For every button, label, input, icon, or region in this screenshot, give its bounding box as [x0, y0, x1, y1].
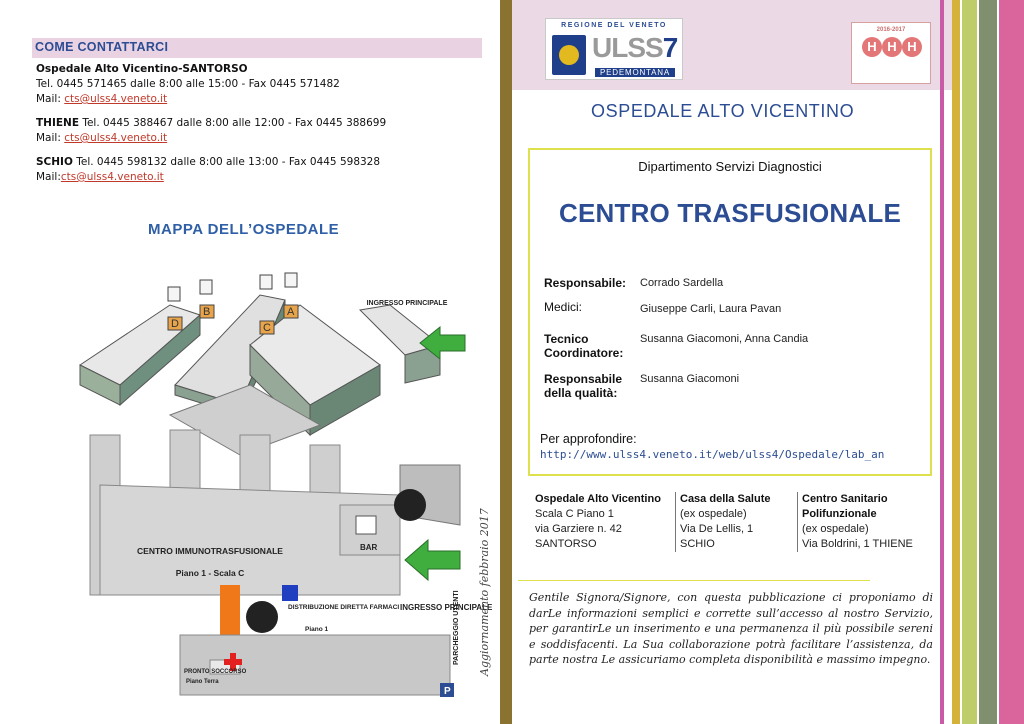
ulss-logo-number: 7 — [662, 32, 678, 63]
centre-info-box — [528, 148, 932, 476]
contacts-heading-bar — [32, 38, 482, 58]
right-panel — [512, 0, 952, 724]
floor-plan-drawing — [90, 430, 493, 697]
map-scale-c: C — [263, 322, 271, 334]
contact-schio-mail-link[interactable]: cts@ulss4.veneto.it — [60, 171, 164, 183]
map-pronto-label: PRONTO SOCCORSO — [184, 669, 247, 675]
contact-thiene-tel: Tel. 0445 388467 dalle 8:00 alle 12:00 - Fax 0445 388699 — [82, 117, 387, 129]
map-distribuzione-floor-label: Piano 1 — [305, 626, 329, 633]
left-panel — [0, 0, 500, 724]
hhh-logo-circles — [862, 37, 922, 67]
ulss-logo-sub: PEDEMONTANA — [595, 68, 675, 77]
centre-title: CENTRO TRASFUSIONALE — [559, 198, 901, 228]
site-thiene — [797, 492, 937, 552]
sites-list — [535, 492, 935, 554]
pharmacy-location-marker — [282, 585, 298, 601]
more-info-label: Per approfondire: — [540, 432, 637, 446]
hospital-name: OSPEDALE ALTO VICENTINO — [591, 101, 855, 121]
deco-stripe-2 — [952, 0, 960, 724]
site-title: Casa della Salute — [680, 493, 771, 505]
contact-thiene-mail-label: Mail: — [36, 132, 61, 144]
contact-schio-tel: Tel. 0445 598132 dalle 8:00 alle 13:00 - Fax 0445 598328 — [76, 156, 381, 168]
map-pronto-floor-label: Piano Terra — [186, 679, 219, 685]
site-line: SANTORSO — [535, 538, 597, 550]
map-scale-d: D — [171, 318, 179, 330]
ulss-logo-name — [592, 32, 677, 64]
contact-santorso-mail-label: Mail: — [36, 93, 61, 105]
staff-row-tecnico — [544, 332, 924, 372]
site-line: (ex ospedale) — [802, 523, 869, 535]
left-divider-stripe — [500, 0, 512, 724]
contact-thiene — [36, 116, 486, 146]
logo-band — [512, 0, 952, 90]
building-3d-drawing — [80, 273, 465, 455]
contacts-heading: COME CONTATTARCI — [35, 40, 169, 54]
contact-santorso-tel: Tel. 0445 571465 dalle 8:00 alle 15:00 - Fax 0445 571482 — [36, 78, 340, 90]
site-line: via Garziere n. 42 — [535, 523, 622, 535]
staff-label: Responsabile: — [544, 276, 627, 290]
hhh-circle-3: H — [902, 37, 922, 57]
site-schio — [675, 492, 795, 552]
map-entrance-bottom-label: INGRESSO PRINCIPALE — [400, 603, 493, 612]
site-line: Scala C Piano 1 — [535, 508, 614, 520]
map-centro-label: CENTRO IMMUNOTRASFUSIONALE — [137, 546, 283, 556]
entrance-arrow-bottom-icon — [405, 540, 460, 580]
map-title: MAPPA DELL’OSPEDALE — [148, 221, 340, 238]
site-line: Via Boldrini, 1 THIENE — [802, 538, 913, 550]
staff-row-responsabile — [544, 276, 924, 300]
more-info-link[interactable]: http://www.ulss4.veneto.it/web/ulss4/Ospedale/lab_an — [540, 448, 885, 461]
contact-schio-mail-label: Mail: — [36, 171, 61, 183]
hhh-logo — [851, 22, 931, 84]
staff-label: Tecnico Coordinatore: — [544, 332, 624, 360]
ulss-logo-text: ULSS — [592, 32, 663, 63]
contact-schio — [36, 155, 486, 185]
site-line: Via De Lellis, 1 — [680, 523, 754, 535]
map-entrance-top-label: INGRESSO PRINCIPALE — [366, 300, 448, 307]
staff-value: Susanna Giacomoni — [640, 373, 740, 385]
contact-schio-name: SCHIO — [36, 156, 73, 168]
contacts-list — [36, 62, 486, 194]
site-line: (ex ospedale) — [680, 508, 747, 520]
ulss-logo-region: REGIONE DEL VENETO — [561, 22, 667, 29]
staff-label: Medici: — [544, 300, 583, 314]
contact-santorso — [36, 62, 486, 107]
contact-thiene-name: THIENE — [36, 117, 79, 129]
hhh-circle-1: H — [862, 37, 882, 57]
bar-logo-icon — [394, 489, 426, 521]
site-title: Ospedale Alto Vicentino — [535, 493, 661, 505]
staff-value: Corrado Sardella — [640, 277, 724, 289]
pharmacy-logo-icon — [246, 601, 278, 633]
veneto-crest-icon — [552, 35, 586, 75]
ulss-logo — [545, 18, 683, 80]
hhh-logo-years: 2016-2017 — [876, 27, 906, 33]
map-parking-p: P — [444, 686, 451, 697]
deco-stripe-1 — [940, 0, 944, 724]
welcome-letter: Gentile Signora/Signore, con questa pubblicazione ci proponiamo di darLe informazioni semplici e corrette sull’accesso al nostro Servizio, per garantirLe un inserimento e una permanenza il più possibile sereni e soddisfacenti. La Sua collaborazione potrà facilitare l’assistenza, da parte nostra Le assicuriamo completa disponibilità e massimo impegno. — [529, 591, 933, 666]
staff-row-medici — [544, 300, 924, 332]
map-bar-label: BAR — [360, 543, 378, 552]
deco-stripe-4 — [979, 0, 997, 724]
hhh-circle-2: H — [882, 37, 902, 57]
map-distribuzione-label: DISTRIBUZIONE DIRETTA FARMACI — [288, 604, 400, 611]
map-scale-b: B — [203, 306, 211, 318]
map-scale-a: A — [287, 306, 295, 318]
staff-value: Susanna Giacomoni, Anna Candia — [640, 333, 809, 345]
site-title: Centro Sanitario Polifunzionale — [802, 493, 888, 520]
staff-value: Giuseppe Carli, Laura Pavan — [640, 303, 782, 315]
deco-stripe-3 — [962, 0, 977, 724]
department-name: Dipartimento Servizi Diagnostici — [638, 159, 822, 174]
contact-santorso-name: Ospedale Alto Vicentino-SANTORSO — [36, 63, 248, 75]
staff-row-qualita — [544, 372, 924, 404]
update-note: Aggiornamento febbraio 2017 — [478, 508, 491, 676]
staff-label: Responsabile della qualità: — [544, 372, 623, 400]
deco-stripe-5 — [999, 0, 1024, 724]
map-centro-floor-label: Piano 1 - Scala C — [175, 568, 245, 578]
staff-list — [544, 276, 924, 404]
section-divider — [518, 580, 870, 581]
site-line: SCHIO — [680, 538, 715, 550]
contact-santorso-mail-link[interactable]: cts@ulss4.veneto.it — [64, 93, 168, 105]
contact-thiene-mail-link[interactable]: cts@ulss4.veneto.it — [64, 132, 168, 144]
site-santorso — [535, 492, 671, 552]
map-parcheggio-label: PARCHEGGIO UTENTI — [453, 590, 460, 665]
